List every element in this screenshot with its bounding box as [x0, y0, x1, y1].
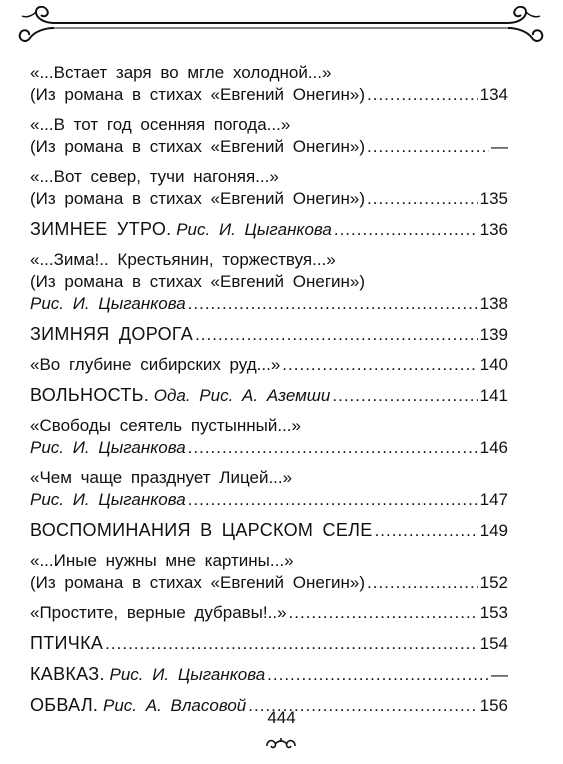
toc-entry — [30, 632, 508, 655]
toc-line-text — [30, 519, 373, 542]
toc-line-text — [30, 663, 265, 686]
toc-line-text — [30, 218, 332, 241]
toc-line — [30, 572, 508, 594]
dot-leader — [289, 602, 478, 624]
dot-leader — [332, 385, 477, 407]
entry-page-number: 134 — [479, 85, 508, 104]
toc-entry — [30, 249, 508, 315]
entry-text: (Из романа в стихах «Евгений Онегин») — [30, 85, 366, 104]
toc-line-text — [30, 188, 365, 210]
entry-page-number: 135 — [479, 189, 508, 208]
dot-leader — [375, 520, 478, 542]
toc-line-text — [30, 489, 186, 511]
illustrator-credit: Рис. И. Цыганкова — [176, 220, 332, 239]
toc-line — [30, 519, 508, 542]
toc-line — [30, 271, 508, 293]
entry-page-number: 136 — [479, 220, 508, 239]
entry-text: «Свободы сеятель пустынный...» — [30, 416, 301, 435]
toc-line — [30, 602, 508, 624]
toc-line — [30, 293, 508, 315]
toc-line-text — [30, 437, 186, 459]
entry-page-number: 147 — [479, 490, 508, 509]
toc-line — [30, 114, 508, 136]
toc-line — [30, 323, 508, 346]
toc-line-text — [30, 384, 330, 407]
dot-leader — [188, 437, 478, 459]
toc-line — [30, 62, 508, 84]
entry-text: «Простите, верные дубравы!..» — [30, 603, 287, 622]
toc-line — [30, 249, 508, 271]
toc-entry — [30, 550, 508, 594]
top-ornament-border — [14, 6, 548, 46]
entry-page-number: 152 — [479, 573, 508, 592]
work-title: КАВКАЗ. — [30, 664, 105, 684]
toc-line — [30, 218, 508, 241]
entry-page-number: 146 — [479, 438, 508, 457]
toc-entry — [30, 218, 508, 241]
toc-line — [30, 550, 508, 572]
toc-line — [30, 354, 508, 376]
illustrator-credit: Ода. Рис. А. Аземши — [153, 386, 331, 405]
toc-line-text — [30, 84, 365, 106]
entry-page-number: 140 — [479, 355, 508, 374]
entry-text: «...В тот год осенняя погода...» — [30, 115, 291, 134]
toc-line-text — [30, 114, 290, 136]
toc-line — [30, 437, 508, 459]
table-of-contents — [30, 62, 508, 725]
toc-line-text — [30, 467, 292, 489]
illustrator-credit: Рис. А. Власовой — [102, 696, 247, 715]
toc-line — [30, 166, 508, 188]
work-title: ВОСПОМИНАНИЯ В ЦАРСКОМ СЕЛЕ — [30, 520, 373, 540]
toc-line-text — [30, 602, 287, 624]
toc-entry — [30, 663, 508, 686]
toc-line — [30, 489, 508, 511]
work-title: ЗИМНЯЯ ДОРОГА — [30, 324, 194, 344]
toc-entry — [30, 323, 508, 346]
dot-leader — [367, 188, 478, 210]
entry-text: «...Вот север, тучи нагоняя...» — [30, 167, 279, 186]
illustrator-credit: Рис. И. Цыганкова — [30, 490, 186, 509]
toc-line-text — [30, 293, 186, 315]
toc-line — [30, 84, 508, 106]
bottom-ornament — [263, 734, 299, 752]
toc-line — [30, 136, 508, 158]
entry-text: «...Иные нужны мне картины...» — [30, 551, 294, 570]
toc-entry — [30, 354, 508, 376]
toc-line — [30, 384, 508, 407]
dot-leader — [105, 633, 477, 655]
toc-line — [30, 663, 508, 686]
work-title: ПТИЧКА — [30, 633, 104, 653]
entry-text: (Из романа в стихах «Евгений Онегин») — [30, 272, 366, 291]
entry-text: «...Встает заря во мгле холодной...» — [30, 63, 332, 82]
dot-leader — [367, 572, 478, 594]
entry-text: (Из романа в стихах «Евгений Онегин») — [30, 189, 366, 208]
toc-entry — [30, 166, 508, 210]
toc-line-text — [30, 572, 365, 594]
toc-entry — [30, 62, 508, 106]
dot-leader — [188, 489, 478, 511]
dot-leader — [282, 354, 477, 376]
toc-line-text — [30, 249, 336, 271]
entry-page-number: 138 — [479, 294, 508, 313]
work-title: ВОЛЬНОСТЬ. — [30, 385, 150, 405]
entry-page-number: 156 — [479, 696, 508, 715]
entry-page-number: 153 — [479, 603, 508, 622]
entry-page-number: 149 — [479, 521, 508, 540]
illustrator-credit: Рис. И. Цыганкова — [109, 665, 266, 684]
toc-line-text — [30, 271, 365, 293]
toc-line-text — [30, 415, 301, 437]
work-title: ЗИМНЕЕ УТРО. — [30, 219, 172, 239]
toc-entry — [30, 519, 508, 542]
illustrator-credit: Рис. И. Цыганкова — [30, 294, 186, 313]
entry-page-number: — — [491, 137, 508, 156]
work-title: ОБВАЛ. — [30, 695, 99, 715]
toc-entry — [30, 384, 508, 407]
toc-line — [30, 188, 508, 210]
dot-leader — [367, 84, 478, 106]
page-number: 444 — [267, 708, 296, 727]
entry-text: «...Зима!.. Крестьянин, торжествуя...» — [30, 250, 336, 269]
toc-entry — [30, 114, 508, 158]
entry-text: (Из романа в стихах «Евгений Онегин») — [30, 137, 366, 156]
entry-text: «Чем чаще празднует Лицей...» — [30, 468, 293, 487]
dot-leader — [267, 664, 489, 686]
toc-line — [30, 632, 508, 655]
entry-text: «Во глубине сибирских руд...» — [30, 355, 281, 374]
illustrator-credit: Рис. И. Цыганкова — [30, 438, 186, 457]
toc-line-text — [30, 550, 294, 572]
toc-line-text — [30, 323, 193, 346]
dot-leader — [334, 219, 478, 241]
toc-entry — [30, 415, 508, 459]
dot-leader — [367, 136, 489, 158]
toc-entry — [30, 467, 508, 511]
entry-page-number: 141 — [479, 386, 508, 405]
toc-line-text — [30, 632, 103, 655]
toc-entry — [30, 602, 508, 624]
toc-line-text — [30, 166, 279, 188]
entry-text: (Из романа в стихах «Евгений Онегин») — [30, 573, 366, 592]
toc-line-text — [30, 354, 280, 376]
entry-page-number: 154 — [479, 634, 508, 653]
dot-leader — [188, 293, 478, 315]
toc-line-text — [30, 136, 365, 158]
toc-line-text — [30, 62, 331, 84]
toc-line — [30, 415, 508, 437]
entry-page-number: — — [491, 665, 508, 684]
dot-leader — [195, 324, 478, 346]
toc-line — [30, 467, 508, 489]
entry-page-number: 139 — [479, 325, 508, 344]
